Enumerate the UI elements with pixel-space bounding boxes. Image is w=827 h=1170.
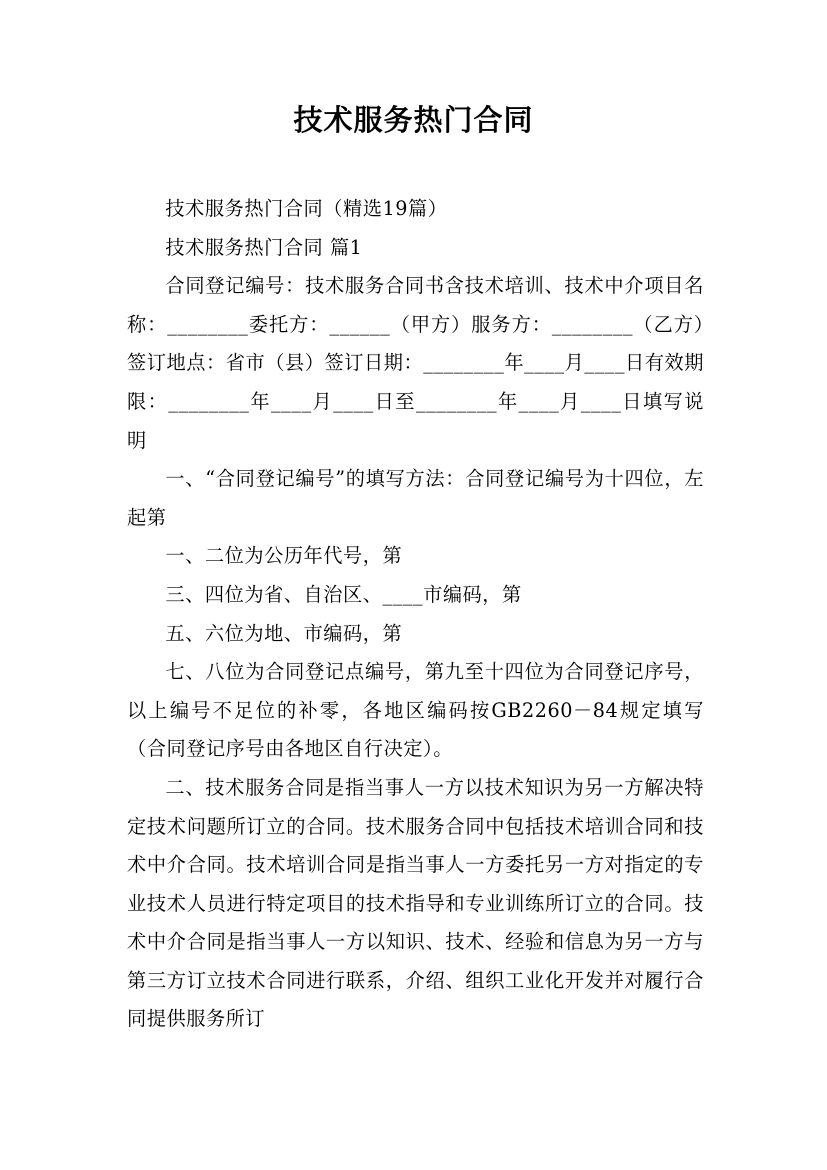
paragraph-instruction-2: 一、二位为公历年代号，第: [165, 544, 403, 568]
paragraph-contract-info: 合同登记编号：技术服务合同书含技术培训、技术中介项目名称：________委托方：______（甲方）服务方：________（乙方）签订地点：省市（县）签订日期：________年____月____日有效期限：________年____月____日至________年____月____日填写说明: [127, 274, 704, 452]
paragraph-heading: 技术服务热门合同 篇1: [165, 235, 363, 259]
document-body: [127, 190, 704, 1039]
document-title: 技术服务热门合同: [293, 103, 534, 137]
paragraph-definition: 二、技术服务合同是指当事人一方以技术知识为另一方解决特定技术问题所订立的合同。技术服务合同中包括技术培训合同和技术中介合同。技术培训合同是指当事人一方委托另一方对指定的专业技术人员进行特定项目的技术指导和专业训练所订立的合同。技术中介合同是指当事人一方以知识、技术、经验和信息为另一方与第三方订立技术合同进行联系，介绍、组织工业化开发并对履行合同提供服务所订: [127, 775, 704, 1031]
paragraph-instruction-5: 七、八位为合同登记点编号，第九至十四位为合同登记序号，以上编号不足位的补零，各地区编码按GB2260－84规定填写（合同登记序号由各地区自行决定）。: [127, 660, 704, 761]
paragraph-instruction-1: 一、“合同登记编号”的填写方法：合同登记编号为十四位，左起第: [127, 467, 704, 529]
paragraph-instruction-4: 五、六位为地、市编码，第: [165, 621, 403, 645]
paragraph-instruction-3: 三、四位为省、自治区、____市编码，第: [165, 582, 522, 606]
paragraph-subtitle: 技术服务热门合同（精选19篇）: [165, 197, 448, 220]
